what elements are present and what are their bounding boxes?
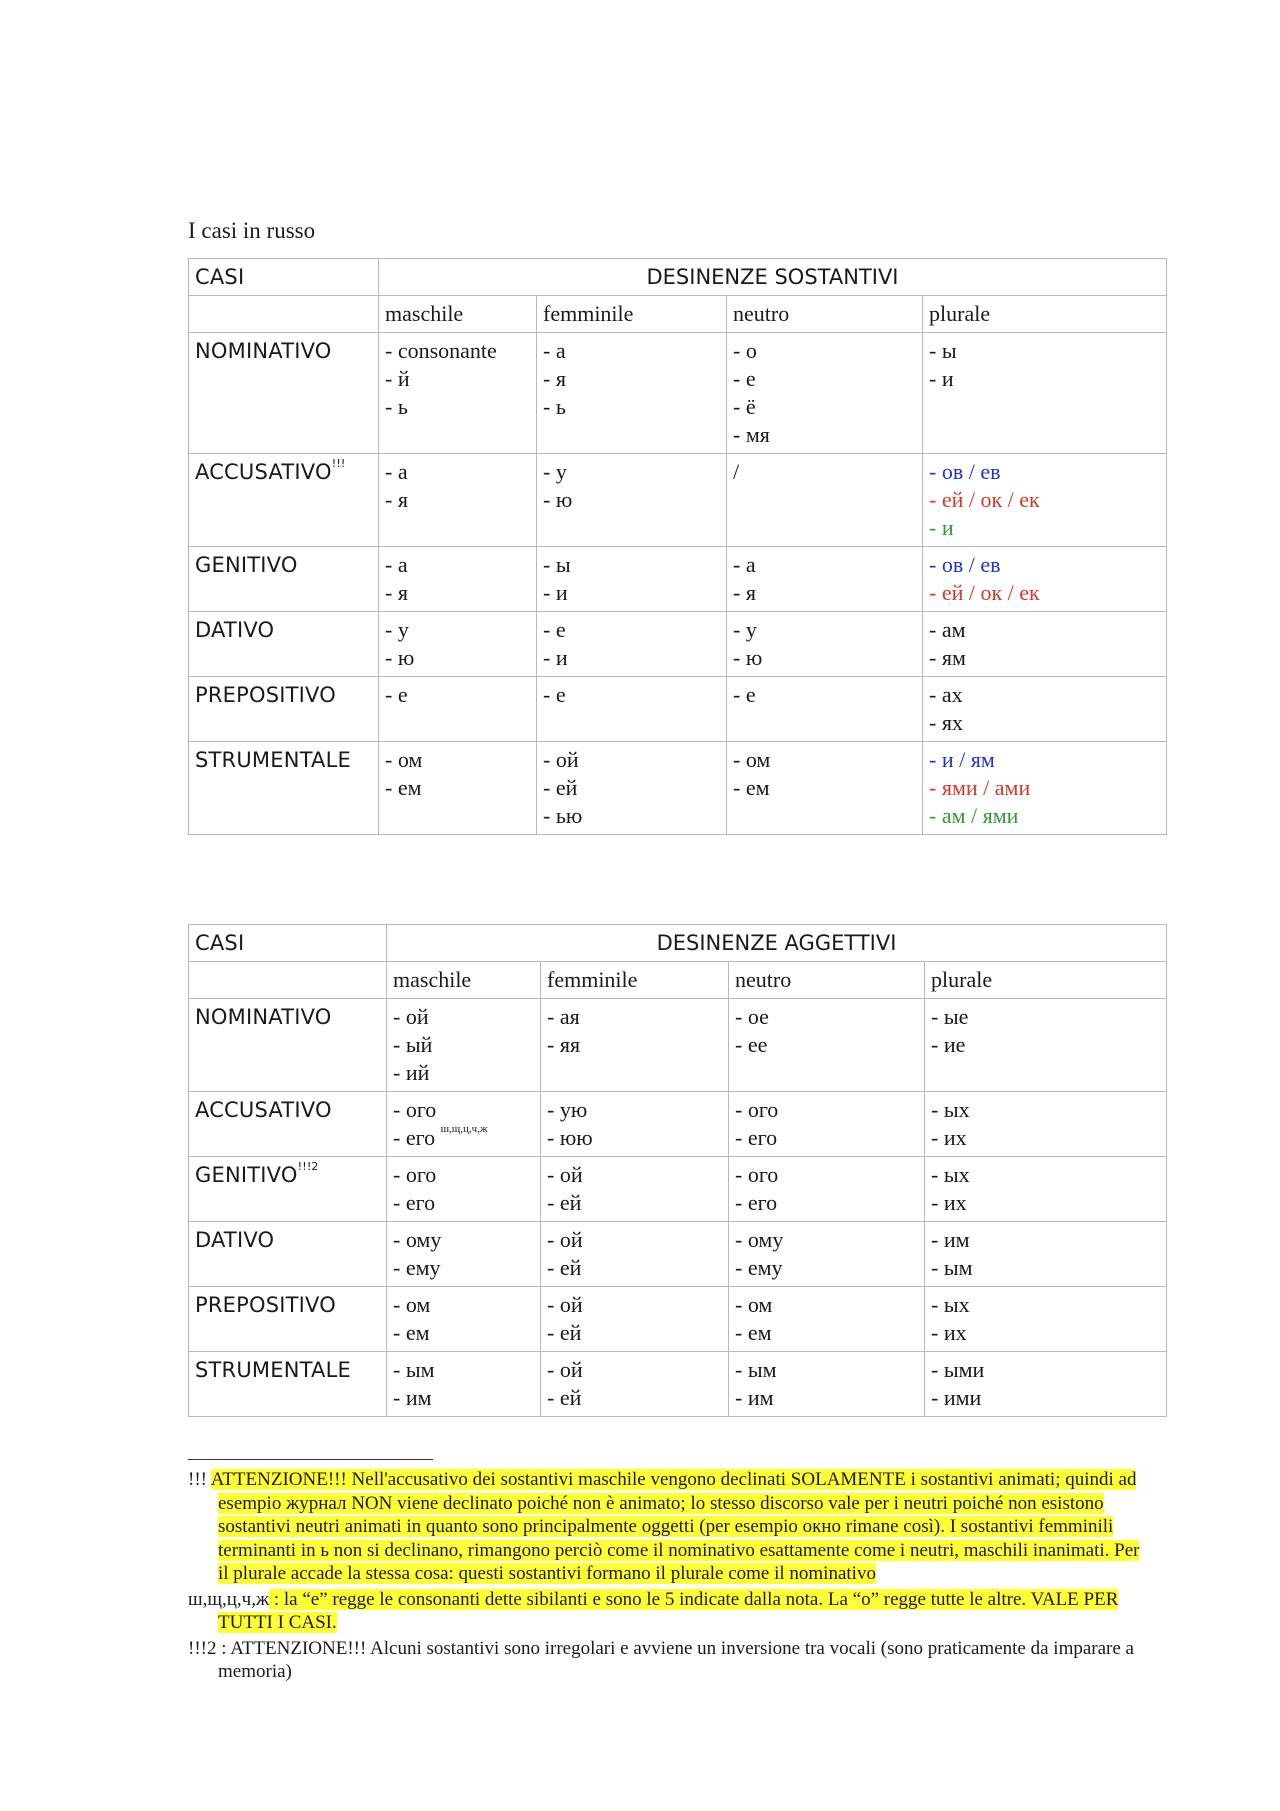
table-row [189,677,1167,742]
ending-cell [727,742,923,835]
ending-line: - ом [733,747,771,772]
ending-line: - ам [929,617,966,642]
ending-line: - ому [393,1227,442,1252]
table-row [189,999,1167,1092]
ending-cell [537,742,727,835]
ending-line: - я [385,580,408,605]
ending-line: - я [543,366,566,391]
ending-line: - ий [393,1060,430,1085]
ending-line: - ё [733,394,756,419]
ending-cell [729,1352,925,1417]
ending-line: - е [733,366,756,391]
gender-header: neutro [727,296,923,333]
table-row [189,612,1167,677]
ending-line: - им [393,1385,432,1410]
ending-line: - ом [393,1292,431,1317]
ending-line: - ях [929,710,963,735]
footnote-2 [188,1588,1148,1635]
ending-line: - юю [547,1125,593,1150]
ending-cell [925,1222,1167,1287]
case-name: ACCUSATIVO [189,1092,387,1157]
ending-line: - их [931,1320,967,1345]
ending-cell [729,999,925,1092]
ending-line: - е [543,682,566,707]
ending-cell [379,742,537,835]
ending-line: - ем [735,1320,772,1345]
ending-cell [727,454,923,547]
gender-header: maschile [387,962,541,999]
casi-label: CASI [189,259,379,296]
ending-line: - ей / ок / ек [929,487,1040,512]
footnote-separator [188,1459,433,1460]
ending-cell [387,1287,541,1352]
ending-line: - ов / ев [929,459,1001,484]
ending-line: - а [543,338,566,363]
table-header: DESINENZE AGGETTIVI [387,925,1167,962]
table-header: DESINENZE SOSTANTIVI [379,259,1167,296]
adjective-endings-table [188,924,1167,1417]
ending-cell [379,454,537,547]
footnote-text: : ATTENZIONE!!! Alcuni sostantivi sono irregolari e avviene un inversione tra vocali (sono praticamente da imparare a memoria) [216,1637,1134,1682]
footnote-marker: !!! [188,1469,207,1490]
footnote-1 [188,1468,1148,1586]
ending-line: - ой [543,747,579,772]
gender-header: neutro [729,962,925,999]
ending-line: - ая [547,1004,580,1029]
case-name: PREPOSITIVO [189,677,379,742]
ending-cell [925,1287,1167,1352]
gender-row [189,962,1167,999]
ending-line: - ый [393,1032,433,1057]
ending-line: - ем [385,775,422,800]
ending-cell [727,612,923,677]
table-row [189,1352,1167,1417]
ending-line: - ого [393,1097,437,1122]
ending-line: - и [929,515,954,540]
ending-cell [387,1092,541,1157]
ending-line: - я [733,580,756,605]
ending-line: - ю [733,645,763,670]
ending-line: - ему [393,1255,441,1280]
case-name: PREPOSITIVO [189,1287,387,1352]
ending-line: - его $^{ш,щ,ц,ч,ж}$ [393,1123,488,1150]
table-row [189,333,1167,454]
ending-cell [379,547,537,612]
ending-line: - его [735,1125,778,1150]
case-name: NOMINATIVO [189,999,387,1092]
ending-cell [541,1287,729,1352]
table-header-row [189,259,1167,296]
case-name: DATIVO [189,1222,387,1287]
ending-line: - consonante [385,338,497,363]
ending-line: - ей / ок / ек [929,580,1040,605]
ending-cell [541,1222,729,1287]
ending-line: - ы [543,552,571,577]
noun-endings-table [188,258,1167,835]
ending-line: - их [931,1190,967,1215]
ending-line: - ями / ами [929,775,1031,800]
table-row [189,547,1167,612]
footnote-marker: ш,щ,ц,ч,ж [188,1588,270,1610]
empty-cell [189,962,387,999]
ending-cell [925,1352,1167,1417]
case-name: DATIVO [189,612,379,677]
ending-line: - ые [931,1004,969,1029]
gender-header: maschile [379,296,537,333]
ending-line: - ое [735,1004,769,1029]
ending-line: - ее [735,1032,768,1057]
gender-header: plurale [925,962,1167,999]
ending-line: - е [733,682,756,707]
ending-cell [541,999,729,1092]
ending-line: - ы [929,338,957,363]
ending-line: - ой [393,1004,429,1029]
ending-line: - и [543,645,568,670]
gender-header: femminile [537,296,727,333]
table-row [189,742,1167,835]
ending-line: - ым [931,1255,973,1280]
case-name: $GENITIVO^{!!!2}$ [189,1157,387,1222]
ending-line: - ым [735,1357,777,1382]
ending-line: - и [929,366,954,391]
ending-line: - ой [547,1357,583,1382]
ending-line: - й [385,366,410,391]
empty-cell [189,296,379,333]
ending-line: - о [733,338,757,363]
case-name: GENITIVO [189,547,379,612]
ending-line: - ей [547,1190,582,1215]
footnote-ref: !!! [331,457,346,470]
footnote-text: ATTENZIONE!!! Nell'accusativo dei sostantivi maschile vengono declinati SOLAMENTE i sostantivi animati; quindi ad esempio журнал NON viene declinato poiché non è animato; lo stesso discorso vale per i neutri poiché non esistono sostantivi neutri animati in quanto sono principalmente oggetti (per esempio окно rimane così). I sostantivi femminili terminanti in ь non si declinano, rimangono perciò come il nominativo esattamente come i neutri, maschili inanimati. Per il plurale accade la stessa cosa: questi sostantivi formano il plurale come il nominativo [210,1469,1140,1584]
ending-line: - ь [543,394,566,419]
table-row [189,1287,1167,1352]
ending-cell [541,1092,729,1157]
ending-cell [925,1157,1167,1222]
ending-cell [729,1287,925,1352]
ending-line: / [733,459,740,484]
ending-cell [537,333,727,454]
ending-cell [727,547,923,612]
ending-line: - им [931,1227,970,1252]
ending-cell [923,333,1167,454]
gender-header: femminile [541,962,729,999]
ending-line: - яя [547,1032,581,1057]
ending-line: - им [735,1385,774,1410]
ending-line: - ого [735,1097,779,1122]
ending-line: - а [733,552,756,577]
casi-label: CASI [189,925,387,962]
case-name: STRUMENTALE [189,1352,387,1417]
ending-line: - ой [547,1162,583,1187]
ending-cell [925,1092,1167,1157]
ending-line: - ей [543,775,578,800]
ending-line: - ого [735,1162,779,1187]
table-row [189,1222,1167,1287]
ending-cell [379,333,537,454]
gender-row [189,296,1167,333]
ending-cell [541,1352,729,1417]
ending-line: - ов / ев [929,552,1001,577]
case-name: NOMINATIVO [189,333,379,454]
table-row [189,1157,1167,1222]
ending-line: - ей [547,1255,582,1280]
ending-line: - ому [735,1227,784,1252]
ending-line: - ем [393,1320,430,1345]
ending-cell [729,1222,925,1287]
ending-cell [537,547,727,612]
ending-cell [537,454,727,547]
ending-cell [923,742,1167,835]
ending-line: - ого [393,1162,437,1187]
ending-line: - у [385,617,409,642]
ending-line: - у [543,459,567,484]
ending-cell [729,1092,925,1157]
ending-line: - ям [929,645,966,670]
ending-line: - ой [547,1227,583,1252]
ending-line: - а [385,459,408,484]
footnote-text: : la “e” regge le consonanti dette sibilanti e sono le 5 indicate dalla nota. La “o” regge tutte le altre. VALE PER TUTTI I CASI. [218,1588,1119,1633]
ending-cell [387,1352,541,1417]
ending-cell [387,1222,541,1287]
case-name: ACCUSATIVO!!! [189,454,379,547]
case-name: STRUMENTALE [189,742,379,835]
ending-cell [727,677,923,742]
ending-line: - ую [547,1097,588,1122]
ending-line: - ыми [931,1357,985,1382]
ending-line: - ие [931,1032,966,1057]
ending-cell [925,999,1167,1092]
ending-line: - его [393,1190,436,1215]
footnotes [188,1468,1148,1686]
ending-cell [537,677,727,742]
ending-line: - ом [735,1292,773,1317]
ending-line: - ему [735,1255,783,1280]
ending-cell [537,612,727,677]
ending-line: - его [735,1190,778,1215]
footnote-marker: !!!2 [188,1637,217,1659]
ending-cell [923,454,1167,547]
ending-line: - их [931,1125,967,1150]
ending-cell [729,1157,925,1222]
ending-line: - ых [931,1097,970,1122]
ending-line: - и / ям [929,747,995,772]
ending-cell [923,547,1167,612]
ending-line: - ими [931,1385,982,1410]
ending-cell [379,612,537,677]
ending-line: - ой [547,1292,583,1317]
ending-line: - ах [929,682,963,707]
ending-cell [923,677,1167,742]
ending-cell [727,333,923,454]
ending-line: - ым [393,1357,435,1382]
ending-line: - е [543,617,566,642]
ending-cell [387,999,541,1092]
ending-cell [379,677,537,742]
ending-line: - ю [385,645,415,670]
ending-line: - ых [931,1292,970,1317]
ending-line: - ом [385,747,423,772]
ending-line: - и [543,580,568,605]
gender-header: plurale [923,296,1167,333]
table-row [189,1092,1167,1157]
ending-line: - ем [733,775,770,800]
table-row [189,454,1167,547]
footnote-ref: ш,щ,ц,ч,ж [440,1123,488,1135]
ending-line: - ю [543,487,573,512]
ending-line: - ых [931,1162,970,1187]
ending-cell [923,612,1167,677]
ending-line: - ам / ями [929,803,1019,828]
footnote-3 [188,1637,1148,1684]
ending-cell [541,1157,729,1222]
ending-line: - ей [547,1385,582,1410]
ending-line: - у [733,617,757,642]
table-header-row [189,925,1167,962]
page-title: I casi in russo [188,218,316,243]
ending-line: - мя [733,422,770,447]
ending-line: - ью [543,803,583,828]
ending-line: - я [385,487,408,512]
ending-cell [387,1157,541,1222]
ending-line: - ей [547,1320,582,1345]
footnote-ref: !!!2 [297,1160,319,1173]
ending-line: - е [385,682,408,707]
ending-line: - ь [385,394,408,419]
ending-line: - а [385,552,408,577]
